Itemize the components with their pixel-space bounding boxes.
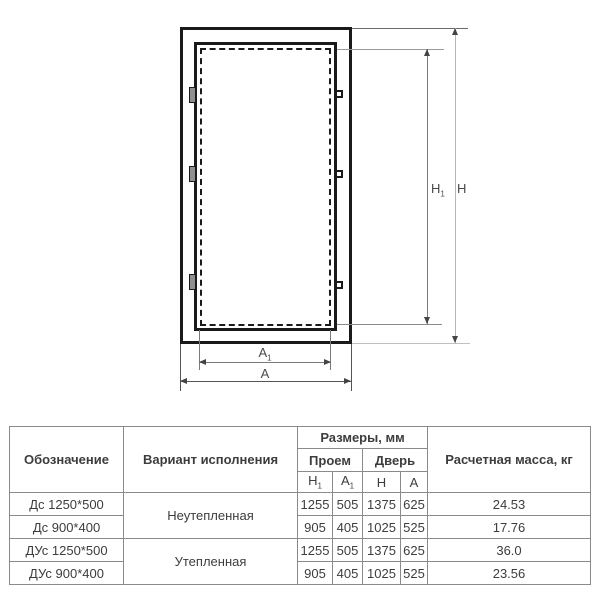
col-header-sizes: Размеры, мм	[298, 427, 428, 449]
dim-h1-arrow-up-icon	[424, 49, 430, 56]
hinge-icon	[189, 274, 196, 290]
cell-a: 625	[401, 539, 428, 562]
cell-h1: 905	[298, 562, 333, 585]
latch-icon	[335, 281, 343, 289]
table-row	[10, 562, 591, 585]
dim-a1-arrow-left-icon	[199, 359, 206, 365]
dim-h-line	[455, 28, 456, 343]
cell-h: 1375	[363, 493, 401, 516]
cell-a1: 405	[333, 562, 363, 585]
cell-h: 1025	[363, 516, 401, 539]
cell-h: 1025	[363, 562, 401, 585]
col-header-opening: Проем	[298, 449, 363, 472]
col-header-a1	[333, 472, 363, 493]
dim-h-arrow-down-icon	[452, 336, 458, 343]
dim-label-h1	[431, 182, 445, 201]
dim-h1-arrow-down-icon	[424, 317, 430, 324]
cell-mass: 36.0	[428, 539, 591, 562]
dim-label-a1-sub: 1	[267, 353, 272, 363]
dim-label-a	[251, 367, 279, 380]
col-header-mass: Расчетная масса, кг	[428, 427, 591, 493]
cell-h1: 1255	[298, 539, 333, 562]
cell-a1: 505	[333, 539, 363, 562]
col-header-h1-base: Н	[308, 473, 318, 489]
dim-h1-line	[427, 49, 428, 324]
col-header-a1-sub: 1	[349, 481, 355, 491]
latch-icon	[335, 170, 343, 178]
dim-label-a1	[251, 346, 279, 365]
cell-designation: ДУс 1250*500	[10, 539, 124, 562]
dim-a-extension-right	[351, 344, 352, 391]
cell-variant-insulated: Утепленная	[124, 539, 298, 585]
dim-a-arrow-right-icon	[344, 378, 351, 384]
dim-label-h1-base: H	[431, 181, 441, 196]
dim-label-h-text: H	[457, 181, 467, 196]
dim-h-arrow-up-icon	[452, 28, 458, 35]
cell-designation: ДУс 900*400	[10, 562, 124, 585]
door-opening-dashed-outline	[200, 48, 331, 326]
table-row	[10, 516, 591, 539]
cell-a: 525	[401, 562, 428, 585]
cell-a1: 505	[333, 493, 363, 516]
cell-a: 625	[401, 493, 428, 516]
latch-icon	[335, 90, 343, 98]
cell-a1: 405	[333, 516, 363, 539]
col-header-a: А	[401, 472, 428, 493]
cell-h1: 905	[298, 516, 333, 539]
dim-h-extension-bottom	[352, 343, 470, 344]
cell-mass: 24.53	[428, 493, 591, 516]
col-header-h1-sub: 1	[317, 481, 322, 491]
cell-designation: Дс 900*400	[10, 516, 124, 539]
cell-mass: 17.76	[428, 516, 591, 539]
table-row	[10, 493, 591, 516]
col-header-designation: Обозначение	[10, 427, 124, 493]
dim-h-extension-top	[352, 28, 468, 29]
cell-h: 1375	[363, 539, 401, 562]
hinge-icon	[189, 166, 196, 182]
dim-label-h1-sub: 1	[440, 189, 445, 199]
col-header-h1	[298, 472, 333, 493]
cell-mass: 23.56	[428, 562, 591, 585]
col-header-a1-base: А	[340, 473, 350, 489]
dim-a1-arrow-right-icon	[324, 359, 331, 365]
dimensions-spec-table	[9, 426, 591, 585]
dim-a-arrow-left-icon	[180, 378, 187, 384]
col-header-variant: Вариант исполнения	[124, 427, 298, 493]
col-header-door: Дверь	[363, 449, 428, 472]
col-header-h: Н	[363, 472, 401, 493]
dim-a-line	[180, 381, 351, 382]
dim-h1-extension-bottom	[337, 324, 442, 325]
cell-designation: Дс 1250*500	[10, 493, 124, 516]
dim-label-a-text: A	[260, 366, 270, 381]
dim-label-h	[457, 182, 466, 195]
cell-h1: 1255	[298, 493, 333, 516]
table-row	[10, 539, 591, 562]
cell-variant-uninsulated: Неутепленная	[124, 493, 298, 539]
dim-label-a1-base: A	[258, 345, 268, 360]
cell-a: 525	[401, 516, 428, 539]
hinge-icon	[189, 87, 196, 103]
